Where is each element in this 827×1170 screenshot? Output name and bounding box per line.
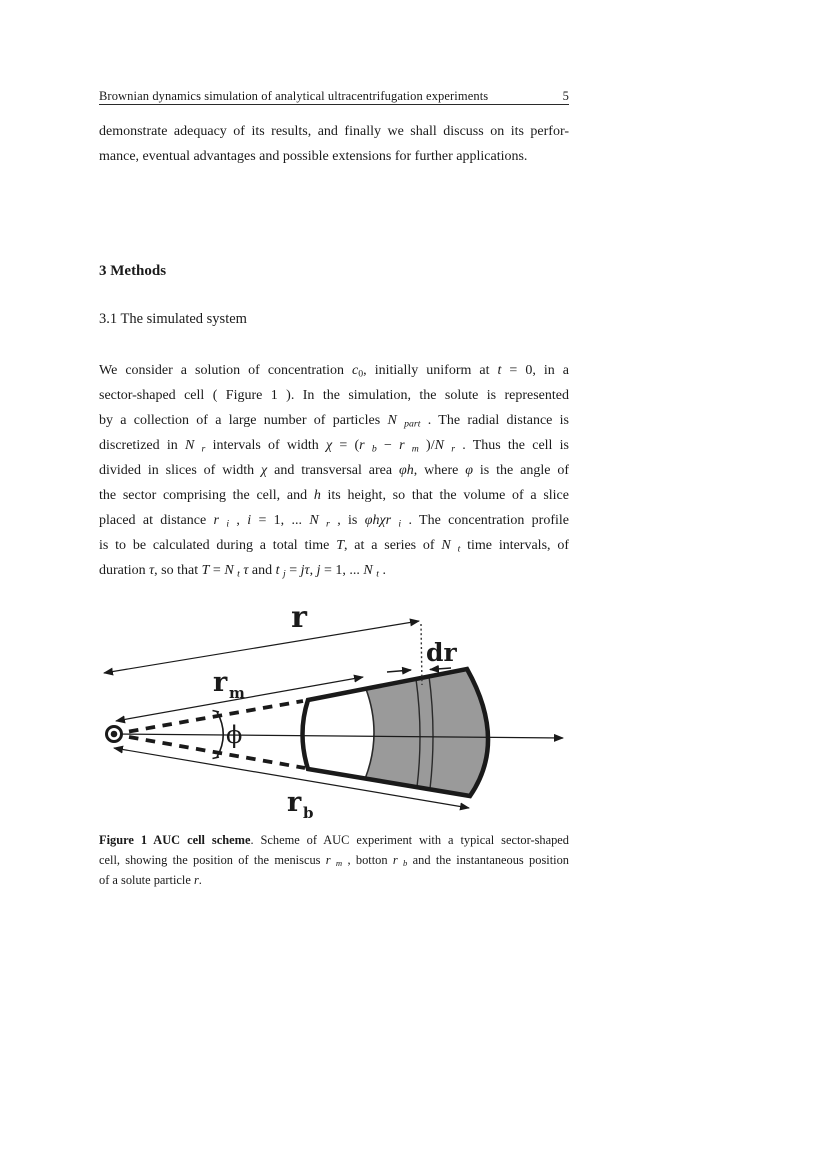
text-line: sector-shaped cell ( Figure 1 ). In the simulation, the solute is represented (99, 388, 569, 403)
r-arrow (104, 621, 419, 673)
caption-line: Figure 1 AUC cell scheme. Scheme of AUC experiment with a typical sector-shaped (99, 833, 569, 847)
text-line: discretized in N r intervals of width χ = (r b − r m )/N r . Thus the cell is (99, 438, 569, 455)
page-number: 5 (562, 89, 569, 103)
rm-label-subscript: m (229, 684, 245, 702)
rb-label-subscript: b (303, 804, 314, 822)
text-line: We consider a solution of concentration c0, initially uniform at t = 0, in a (99, 363, 569, 380)
text-line: mance, eventual advantages and possible extensions for further applications. (99, 148, 528, 164)
solution-gray-region (365, 669, 488, 796)
section-heading: 3 Methods (99, 263, 167, 279)
caption-line: of a solute particle r. (99, 873, 202, 888)
dr-dotted-line (421, 624, 422, 685)
auc-cell-diagram (99, 611, 569, 823)
angle-bracket-tick-top (213, 711, 220, 713)
header-rule (99, 104, 569, 105)
figure-auc-cell-scheme (99, 611, 569, 823)
text-line: the sector comprising the cell, and h its height, so that the volume of a slice (99, 488, 569, 503)
subsection-heading: 3.1 The simulated system (99, 311, 247, 327)
running-title: Brownian dynamics simulation of analytical ultracentrifugation experiments (99, 89, 489, 103)
text-line: duration τ, so that T = N t τ and t j = jτ, j = 1, ... N t . (99, 563, 386, 580)
phi-label: ϕ (226, 721, 243, 749)
dr-arrow-right-icon (387, 670, 411, 672)
body-paragraph (99, 358, 569, 583)
figure-caption (99, 830, 569, 891)
intro-paragraph (99, 120, 569, 169)
rotor-axis-dot-icon (111, 731, 118, 738)
sector-dashed-edge-bottom (129, 737, 305, 768)
dr-arrow-left-icon (430, 668, 451, 670)
dr-label: dr (426, 638, 457, 667)
text-line: is to be calculated during a total time T, at a series of N t time intervals, of (99, 538, 569, 555)
text-line: demonstrate adequacy of its results, and finally we shall discuss on its perfor- (99, 124, 569, 139)
page-header (99, 89, 569, 104)
rb-label: r (287, 787, 302, 818)
angle-bracket-tick-bottom (213, 757, 220, 759)
text-line: divided in slices of width χ and transversal area φh, where φ is the angle of (99, 463, 569, 478)
rm-label: r (213, 667, 228, 698)
text-line: placed at distance r i , i = 1, ... N r , is φhχr i . The concentration profile (99, 513, 569, 530)
sector-dashed-edge-top (129, 701, 303, 732)
r-label: r (291, 611, 307, 635)
caption-line: cell, showing the position of the meniscus r m , botton r b and the instantaneous position (99, 853, 569, 869)
text-line: by a collection of a large number of particles N part . The radial distance is (99, 413, 569, 430)
